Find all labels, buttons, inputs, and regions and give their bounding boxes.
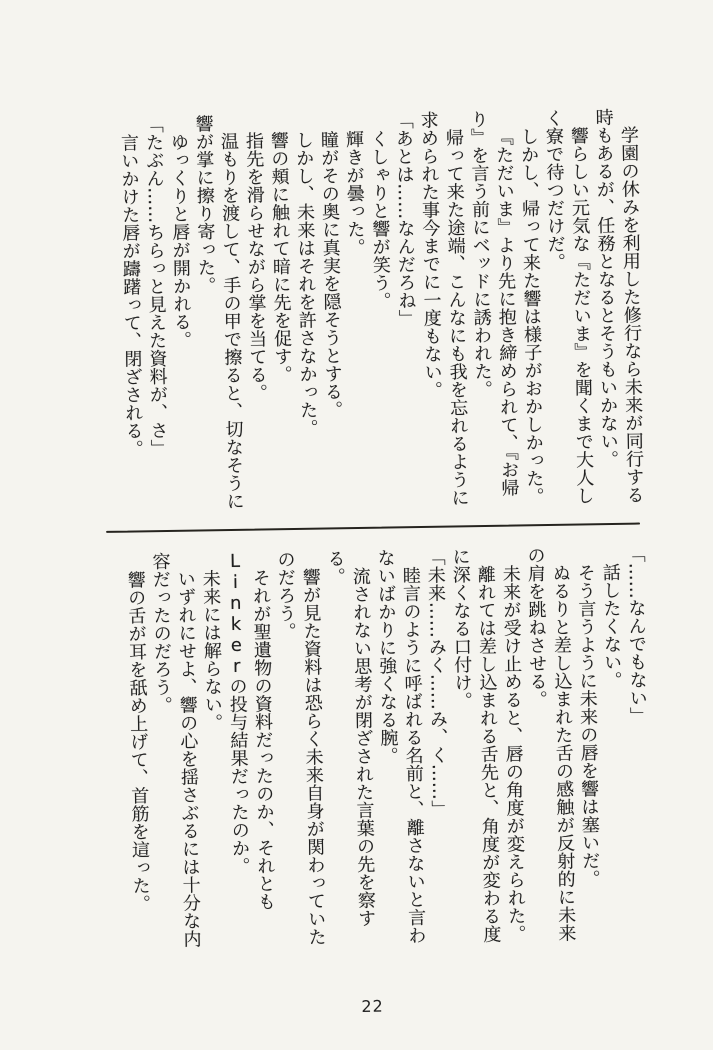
text-section-top bbox=[116, 107, 647, 515]
paragraph: くしゃりと響が笑う。 bbox=[367, 129, 392, 310]
section-divider bbox=[106, 523, 640, 533]
paragraph: 響らしい元気な『ただいま』を聞くまで大人しく寮で待つだけだ。 bbox=[542, 108, 595, 505]
paragraph: しかし、帰って来た響は様子がおかしかった。 bbox=[517, 127, 545, 506]
paragraph: 瞳がその奥に真実を隠そうとする。 bbox=[317, 130, 344, 419]
paragraph: 響の頬に触れて暗に先を促す。 bbox=[267, 131, 293, 384]
paragraph: 話したくない。 bbox=[599, 562, 623, 690]
paragraph: 離れては差し込まれる舌先と、角度が変わる度に深くなる口付け。 bbox=[449, 547, 502, 944]
paragraph: 流されない思考が閉ざされた言葉の先を察する。 bbox=[324, 549, 377, 928]
paragraph: 「未来……みく……み、く……」 bbox=[424, 547, 450, 818]
paragraph: 響の舌が耳を舐め上げて、首筋を這った。 bbox=[124, 570, 152, 913]
paragraph: 言いかけた唇が躊躇って、閉ざされる。 bbox=[117, 133, 144, 458]
paragraph: ゆっくりと唇が開かれる。 bbox=[167, 132, 193, 349]
paragraph: 響が見た資料は恐らく未来自身が関わっていたのだろう。 bbox=[274, 549, 327, 946]
paragraph: 帰って来た途端、こんなにも我を忘れるように求められた事今までに一度もない。 bbox=[417, 110, 470, 507]
paragraph: 「……なんでもない」 bbox=[624, 544, 649, 725]
paragraph: しかし、未来はそれを許さなかった。 bbox=[292, 130, 319, 437]
paragraph: ぬるりと差し込まれた舌の感触が反射的に未来の肩を跳ねさせる。 bbox=[524, 546, 577, 942]
paragraph: 輝きが曇った。 bbox=[342, 129, 366, 257]
paragraph: 「あとは……なんだろね」 bbox=[392, 111, 417, 328]
paragraph: それが聖遺物の資料だったのか、それともLinkerの投与結果だったのか。 bbox=[224, 550, 277, 911]
paragraph: いずれにせよ、響の心を揺さぶるには十分な内容だったのだろう。 bbox=[149, 551, 202, 948]
paragraph: そう言うように未来の唇を響は塞いだ。 bbox=[574, 563, 601, 888]
paragraph: 学園の休みを利用した修行なら未来が同行する時もあるが、任務となるとそうもいかない。 bbox=[592, 107, 645, 504]
paragraph: 未来が受け止めると、唇の角度が変えられた。 bbox=[499, 564, 527, 943]
text-section-bottom bbox=[122, 544, 653, 952]
page-number: 22 bbox=[361, 996, 384, 1016]
paragraph: 指先を滑らせながら掌を当てる。 bbox=[242, 131, 269, 402]
paragraph: 未来には解らない。 bbox=[199, 569, 224, 732]
paragraph: 『ただいま』より先に抱き締められて、『お帰り』を言う前にベッドに誘われた。 bbox=[467, 109, 520, 497]
paragraph: 温もりを渡して、手の甲で擦ると、切なそうに響が掌に擦り寄った。 bbox=[192, 114, 245, 511]
paragraph: 「たぶん……ちらっと見えた資料が、さ」 bbox=[142, 114, 169, 458]
paragraph: 睦言のように呼ばれる名前と、離さないと言わないばかりに強くなる腕。 bbox=[374, 548, 427, 945]
